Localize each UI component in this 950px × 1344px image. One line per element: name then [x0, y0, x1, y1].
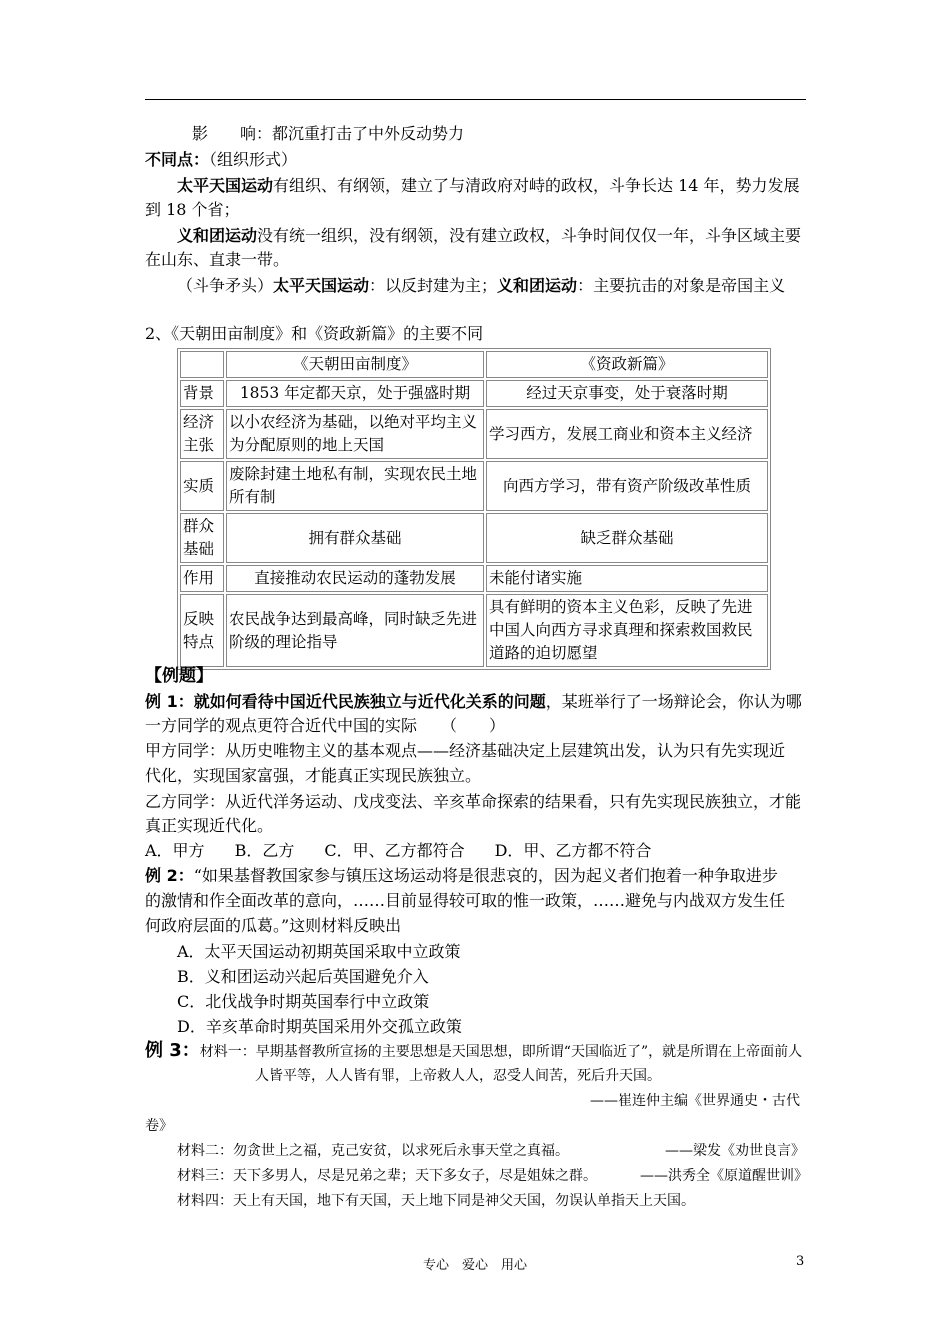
page-footer: 专心 爱心 用心 [422, 1258, 527, 1273]
table-header-cell: 《天朝田亩制度》 [226, 351, 484, 378]
target-yihe-text: ：主要抗击的对象是帝国主义 [577, 276, 786, 295]
ex3-material-3-source: ——洪秀全《原道醒世训》 [640, 1168, 808, 1184]
ex3-number: 例 3： [145, 1040, 200, 1061]
row-cell-b: 缺乏群众基础 [486, 513, 768, 563]
header-rule [145, 99, 806, 100]
ex2-option-b: B．义和团运动兴起后英国避免介入 [177, 967, 429, 986]
row-label: 背景 [180, 380, 224, 407]
ex1-line-2: 一方同学的观点更符合近代中国的实际 （ ） [145, 716, 506, 735]
ex1-jia-line-2: 代化，实现国家富强，才能真正实现民族独立。 [145, 766, 482, 785]
target-taiping-text: ：以反封建为主； [369, 276, 498, 295]
ex1-number: 例 1： [145, 692, 194, 711]
taiping-line-1 [177, 176, 800, 196]
option-b: B．乙方 [234, 841, 295, 860]
option-d: D．甲、乙方都不符合 [494, 841, 652, 860]
ex3-material-1-line-1: 材料一：早期基督教所宣扬的主要思想是天国思想，即所谓“天国临近了”，就是所谓在上帝面前人 [199, 1044, 803, 1060]
ex2-option-d: D．辛亥革命时期英国采用外交孤立政策 [177, 1017, 462, 1036]
row-cell-a: 1853 年定都天京，处于强盛时期 [226, 380, 484, 407]
taiping-text-1: 有组织、有纲领，建立了与清政府对峙的政权，斗争长达 14 年，势力发展 [273, 176, 800, 195]
diff-heading-note: （组织形式） [209, 150, 298, 169]
page-number: 3 [796, 1254, 805, 1269]
yihe-text-1: 没有统一组织，没有纲领，没有建立政权，斗争时间仅仅一年，斗争区域主要 [257, 226, 802, 245]
ex2-option-c: C．北伐战争时期英国奉行中立政策 [177, 992, 430, 1011]
yihe-label: 义和团运动 [177, 226, 258, 245]
row-cell-a: 废除封建土地私有制，实现农民土地所有制 [226, 461, 484, 511]
row-label: 实质 [180, 461, 224, 511]
target-prefix: （斗争矛头） [177, 276, 274, 295]
ex2-text-1: “如果基督教国家参与镇压这场运动将是很悲哀的，因为起义者们抱着一种争取进步 [193, 866, 778, 885]
row-cell-b: 具有鲜明的资本主义色彩，反映了先进中国人向西方寻求真理和探索救国救民道路的迫切愿望 [486, 594, 768, 667]
target-line [177, 276, 785, 296]
table-header-row [180, 351, 768, 378]
ex3-material-1-source-b: 卷》 [145, 1118, 173, 1134]
row-cell-b: 经过天京事变，处于衰落时期 [486, 380, 768, 407]
ex2-line-2: 的激情和作全面改革的意向，……目前显得较可取的惟一政策，……避免与内战双方发生任 [145, 891, 786, 910]
row-label: 群众基础 [180, 513, 224, 563]
ex2-line-3: 何政府层面的瓜葛。”这则材料反映出 [145, 916, 402, 935]
impact-text: 都沉重打击了中外反动势力 [272, 124, 465, 143]
ex3-material-1-line-2: 人皆平等，人人皆有罪，上帝救人人，忍受人间苦，死后升天国。 [255, 1068, 661, 1084]
table-row [180, 461, 768, 511]
section-2-title: 2、《天朝田亩制度》和《资政新篇》的主要不同 [145, 324, 484, 343]
option-a: A．甲方 [145, 841, 205, 860]
table-header-cell: 《资政新篇》 [486, 351, 768, 378]
row-cell-a: 直接推动农民运动的蓬勃发展 [226, 565, 484, 592]
row-cell-b: 未能付诸实施 [486, 565, 768, 592]
ex1-options [145, 841, 651, 861]
ex3-material-3: 材料三：天下多男人，尽是兄弟之辈；天下多女子，尽是姐妹之群。 [177, 1168, 597, 1184]
table-row [180, 565, 768, 592]
ex1-line-1 [145, 692, 802, 712]
ex2-number: 例 2： [145, 866, 194, 885]
ex1-yi-line-1: 乙方同学：从近代洋务运动、戊戌变法、辛亥革命探索的结果看，只有先实现民族独立，才能 [145, 792, 802, 811]
row-label: 反映特点 [180, 594, 224, 667]
row-label: 经济主张 [180, 409, 224, 459]
row-cell-b: 学习西方，发展工商业和资本主义经济 [486, 409, 768, 459]
table-row [180, 513, 768, 563]
option-c: C．甲、乙方都符合 [324, 841, 465, 860]
ex3-material-2: 材料二：勿贪世上之福，克己安贫，以求死后永事天堂之真福。 [177, 1143, 569, 1159]
row-cell-a: 农民战争达到最高峰，同时缺乏先进阶级的理论指导 [226, 594, 484, 667]
taiping-line-2: 到 18 个省； [145, 200, 240, 219]
ex2-option-a: A．太平天国运动初期英国采取中立政策 [177, 942, 461, 961]
ex3-line-1 [145, 1041, 802, 1062]
ex1-yi-line-2: 真正实现近代化。 [145, 816, 274, 835]
examples-heading: 【例题】 [145, 666, 213, 686]
table-row [180, 409, 768, 459]
diff-heading-line [145, 150, 297, 170]
impact-line [192, 124, 464, 144]
row-label: 作用 [180, 565, 224, 592]
yihe-line-1 [177, 226, 801, 246]
row-cell-a: 拥有群众基础 [226, 513, 484, 563]
target-taiping-label: 太平天国运动 [273, 276, 370, 295]
ex2-line-1 [145, 866, 778, 886]
yihe-line-2: 在山东、直隶一带。 [145, 250, 290, 269]
diff-heading: 不同点： [145, 150, 210, 169]
row-cell-a: 以小农经济为基础，以绝对平均主义为分配原则的地上天国 [226, 409, 484, 459]
row-cell-b: 向西方学习，带有资产阶级改革性质 [486, 461, 768, 511]
ex1-question: 就如何看待中国近代民族独立与近代化关系的问题 [193, 692, 546, 711]
target-yihe-label: 义和团运动 [497, 276, 578, 295]
ex3-material-1-source-a: ——崔连仲主编《世界通史・古代 [590, 1093, 800, 1109]
table-row [180, 380, 768, 407]
comparison-table [177, 348, 771, 670]
taiping-label: 太平天国运动 [177, 176, 274, 195]
ex3-material-4: 材料四：天上有天国，地下有天国，天上地下同是神父天国，勿误认单指天上天国。 [177, 1193, 695, 1209]
table-header-cell [180, 351, 224, 378]
table-row [180, 594, 768, 667]
ex3-material-2-source: ——梁发《劝世良言》 [665, 1143, 805, 1159]
ex1-jia-line-1: 甲方同学：从历史唯物主义的基本观点——经济基础决定上层建筑出发，认为只有先实现近 [145, 741, 786, 760]
impact-label: 影 响： [192, 124, 273, 143]
ex1-rest: ，某班举行了一场辩论会，你认为哪 [545, 692, 802, 711]
